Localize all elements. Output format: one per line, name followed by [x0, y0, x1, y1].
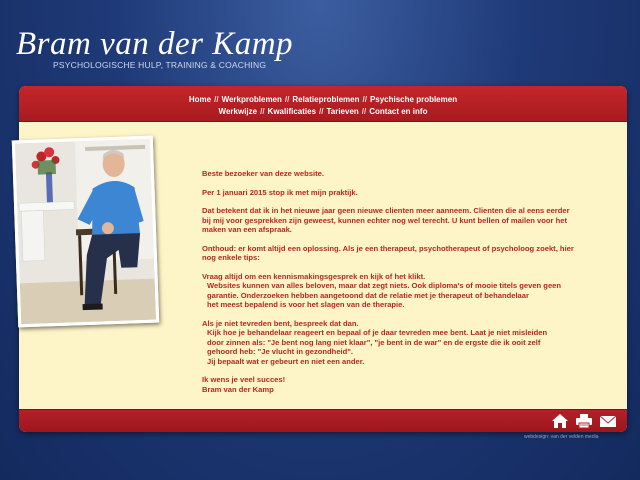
text-line: maken van een afspraak.: [202, 225, 292, 234]
text-line: Kijk hoe je behandelaar reageert en bepaal of je daar tevreden mee bent. Laat je niet misleiden: [207, 328, 548, 337]
greeting: Beste bezoeker van deze website.: [202, 169, 324, 178]
portrait-photo: [12, 136, 159, 328]
nav-separator: //: [361, 107, 367, 116]
print-icon[interactable]: [575, 413, 593, 429]
nav-separator: //: [214, 95, 219, 104]
nav-relatieproblemen[interactable]: Relatieproblemen: [292, 95, 360, 104]
stop-notice: Per 1 januari 2015 stop ik met mijn praktijk.: [202, 187, 358, 197]
paragraph-tips: [202, 244, 607, 263]
text-line: Websites kunnen van alles beloven, maar dat zegt niets. Ook diploma's of mooie titels geven geen: [207, 281, 562, 290]
text-line: Onthoud: er komt altijd een oplossing. Als je een therapeut, psychotherapeut of psycholoog zoekt, hier: [202, 243, 574, 253]
main-nav: [19, 94, 627, 118]
text-line: het meest bepalend is voor het slagen van de therapie.: [207, 300, 405, 309]
text-line: gehoord heb: "Je vlucht in gezondheid".: [207, 347, 354, 356]
text-line: Dat betekent dat ik in het nieuwe jaar geen nieuwe clienten meer aanneem. Clienten die al eens eerder: [202, 206, 570, 215]
webdesign-credit[interactable]: webdesign: van der velden media: [524, 434, 599, 440]
nav-separator: //: [362, 95, 367, 104]
nav-kwalificaties[interactable]: Kwalificaties: [267, 107, 317, 116]
nav-psychische-problemen[interactable]: Psychische problemen: [369, 95, 458, 104]
text-line: bij mij voor gesprekken zijn geweest, kunnen echter nog wel terecht. U kunt bellen of mailen voor het: [202, 215, 568, 225]
paragraph-info: [202, 206, 607, 235]
nav-tarieven[interactable]: Tarieven: [326, 107, 359, 116]
site-logo[interactable]: [16, 26, 293, 70]
nav-werkwijze[interactable]: Werkwijze: [218, 107, 258, 116]
text-line: nog enkele tips:: [202, 253, 260, 262]
nav-home[interactable]: Home: [188, 95, 212, 104]
text-line: Jij bepaalt wat er gebeurt en niet een ander.: [207, 356, 365, 366]
closing: [202, 375, 607, 394]
main-content: [202, 169, 607, 403]
footer-icons: [551, 413, 617, 429]
mail-icon[interactable]: [599, 413, 617, 429]
home-icon[interactable]: [551, 413, 569, 429]
nav-row-2: [19, 106, 627, 118]
logo-name: Bram van der Kamp: [16, 26, 294, 62]
tip-kennismaking: [202, 272, 607, 310]
nav-contact[interactable]: Contact en info: [369, 107, 428, 116]
nav-separator: //: [319, 107, 324, 116]
nav-separator: //: [284, 95, 290, 104]
tip-heading: Als je niet tevreden bent, bespreek dat dan.: [202, 318, 359, 328]
text-line: garantie. Onderzoeken hebben aangetoond dat de relatie met je therapeut of behandelaar: [207, 290, 529, 300]
text-line: door zinnen als: "Je bent nog lang niet klaar", "je bent in de war" en de ergste die ik ooit zelf: [207, 337, 541, 347]
nav-werkproblemen[interactable]: Werkproblemen: [221, 95, 282, 104]
nav-separator: //: [260, 107, 265, 116]
signature: Bram van der Kamp: [202, 384, 274, 394]
tip-tevreden: [202, 319, 607, 367]
tip-heading: Vraag altijd om een kennismakingsgesprek en kijk of het klikt.: [202, 271, 426, 281]
bottom-bar: [19, 409, 627, 432]
top-bar: [19, 86, 627, 122]
logo-subtitle: PSYCHOLOGISCHE HULP, TRAINING & COACHING: [53, 60, 267, 70]
nav-row-1: [19, 94, 627, 106]
closing-line: Ik wens je veel succes!: [202, 375, 286, 384]
